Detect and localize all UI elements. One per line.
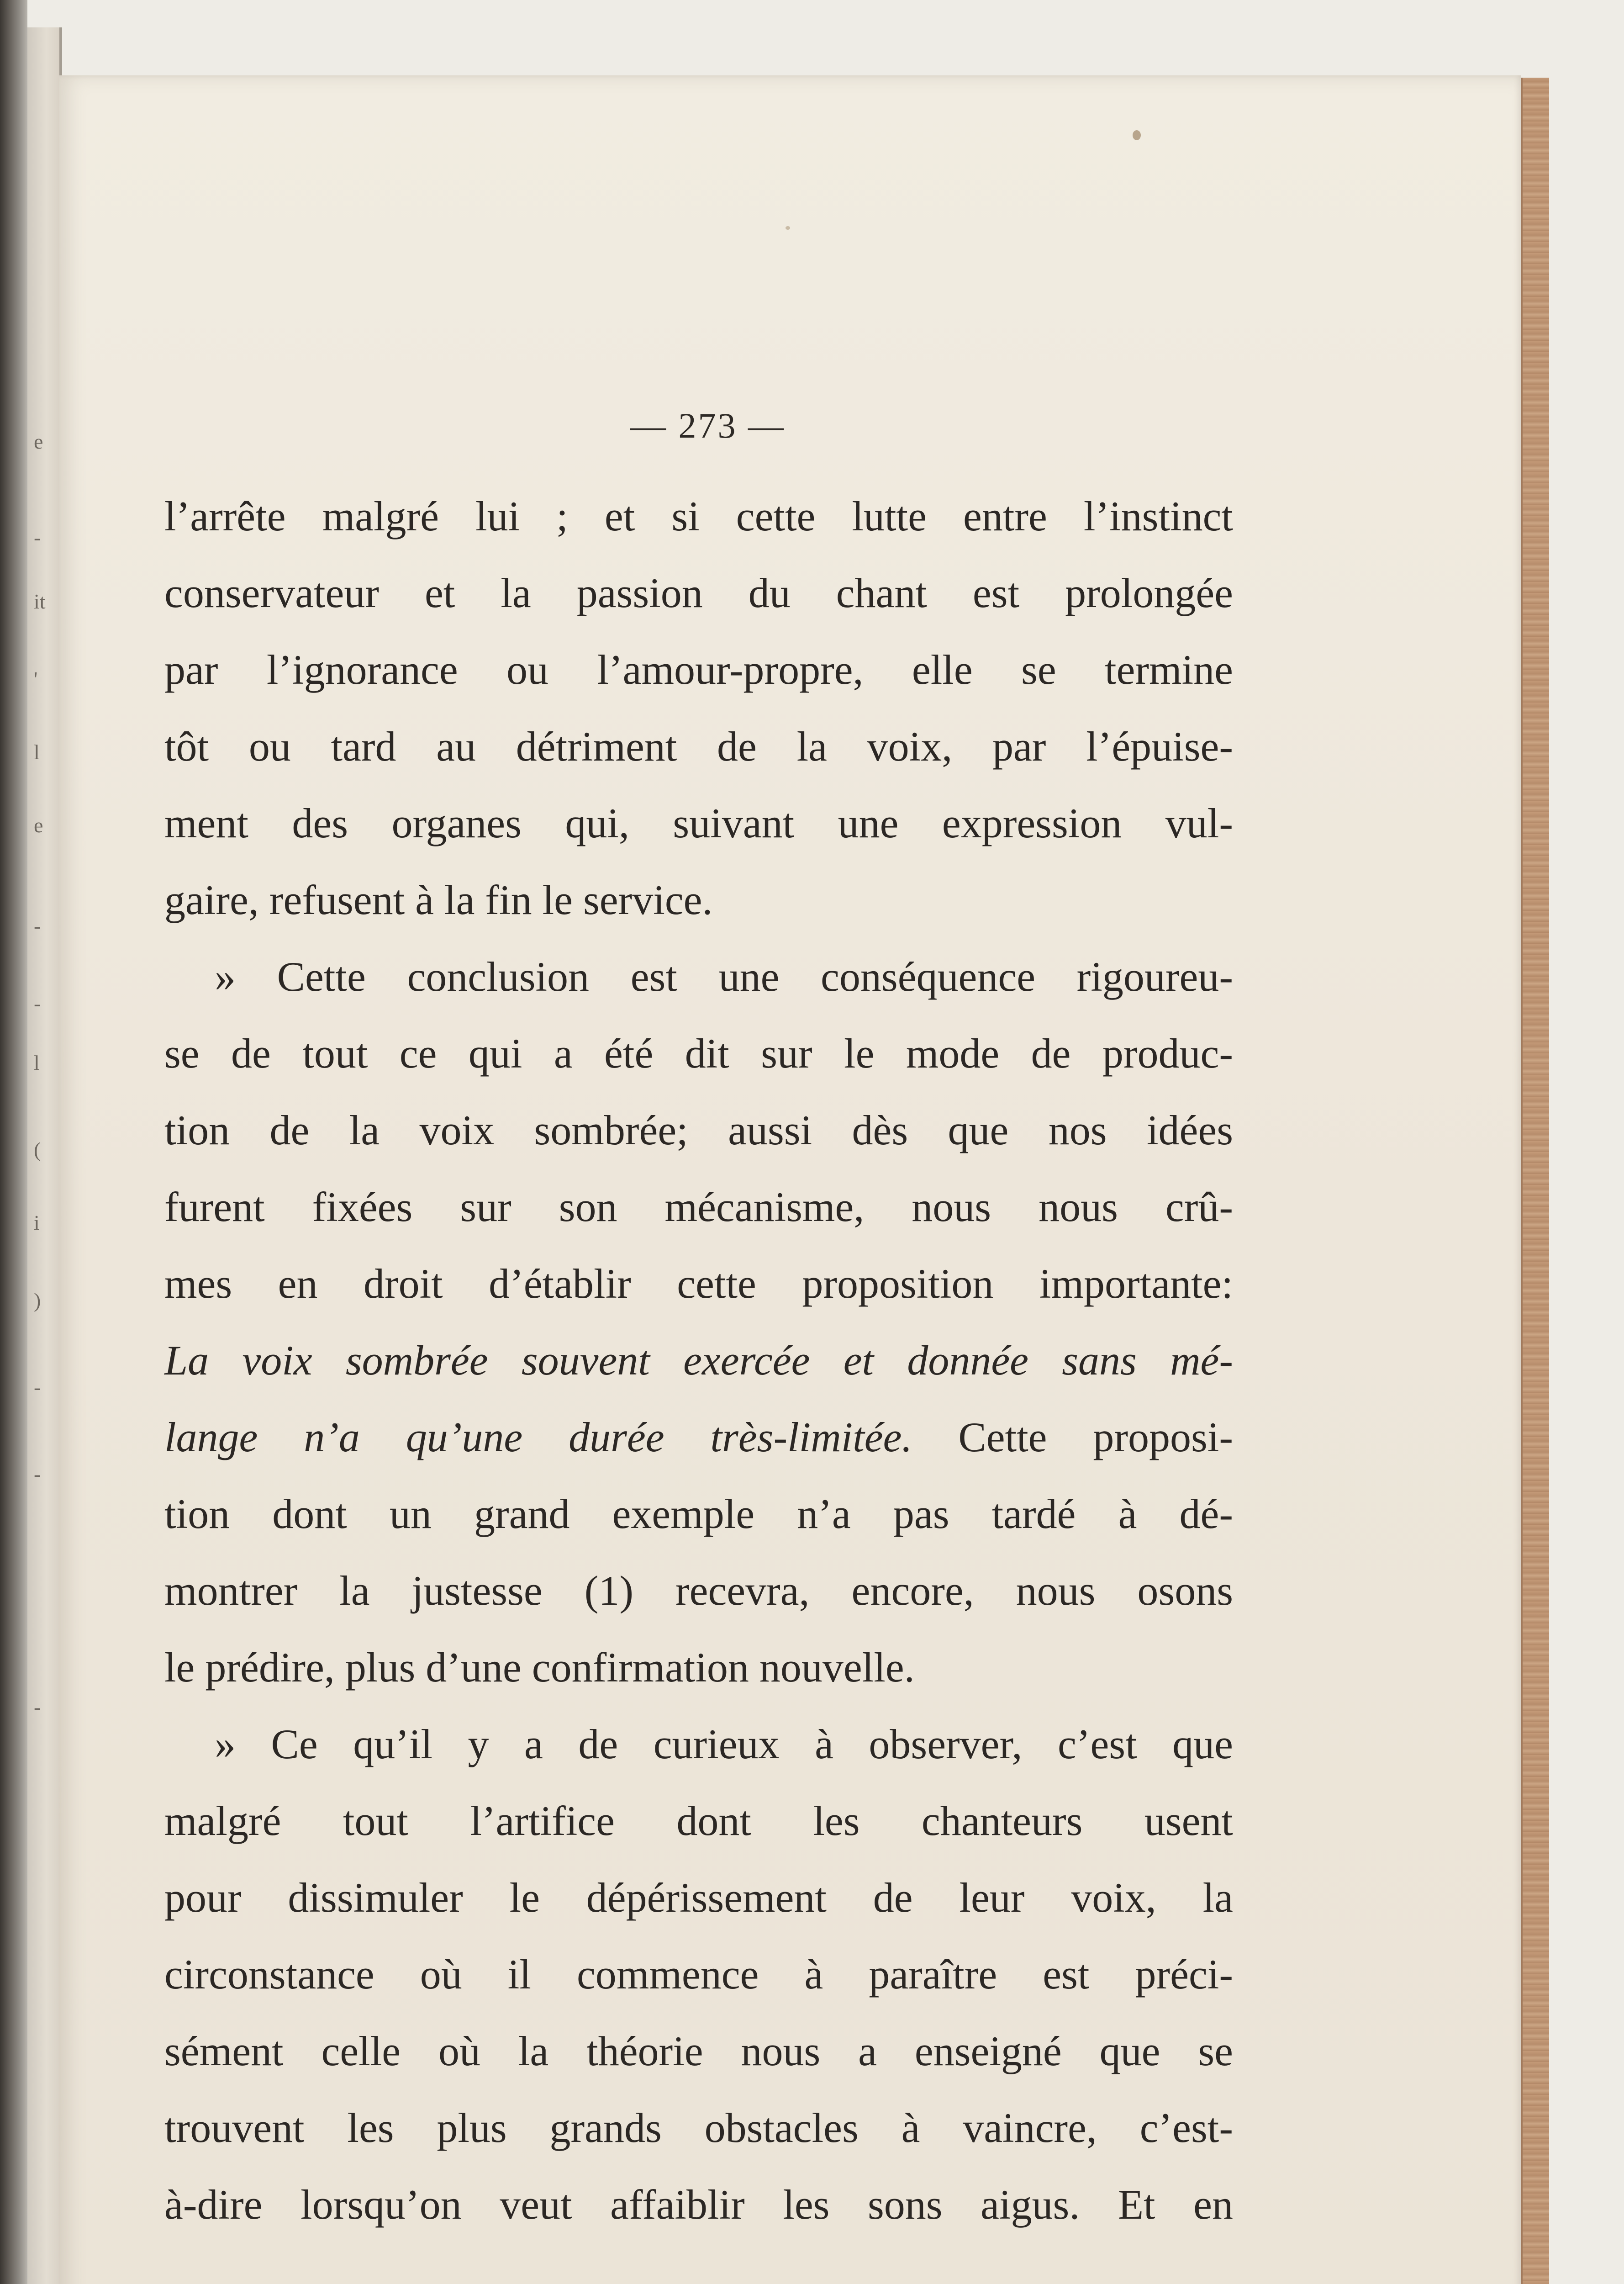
text-run: pour dissimuler le dépérissement de leur voix, la xyxy=(164,1874,1233,1921)
text-run: se de tout ce qui a été dit sur le mode de produc- xyxy=(164,1030,1233,1077)
margin-fragment: i xyxy=(34,1211,40,1234)
text-line xyxy=(164,2103,1233,2153)
margin-fragment: - xyxy=(34,1375,41,1399)
margin-fragment: ) xyxy=(34,1289,41,1312)
text-line xyxy=(164,875,1233,925)
text-run: à-dire lorsqu’on veut affaiblir les sons aigus. Et en xyxy=(164,2181,1233,2228)
italic-phrase: lange n’a qu’une durée très-limitée. xyxy=(164,1414,912,1460)
text-line xyxy=(164,1489,1233,1539)
margin-fragment: - xyxy=(34,914,41,937)
text-line xyxy=(164,1565,1233,1616)
margin-fragment: e xyxy=(34,814,43,837)
margin-fragment: ( xyxy=(34,1138,41,1161)
text-line xyxy=(164,645,1233,695)
text-run: ment des organes qui, suivant une expression vul- xyxy=(164,800,1233,846)
margin-fragment: ' xyxy=(34,667,38,691)
page-block-edge xyxy=(1521,78,1549,2284)
text-run: mes en droit d’établir cette proposition importante: xyxy=(164,1260,1233,1307)
text-run: » Cette conclusion est une conséquence rigoureu- xyxy=(215,953,1233,1000)
text-run: le prédire, plus d’une confirmation nouvelle. xyxy=(164,1644,915,1691)
text-line xyxy=(164,1642,1233,1692)
text-line xyxy=(164,491,1233,541)
text-line xyxy=(164,1335,1233,1385)
page-number: — 273 — xyxy=(630,406,786,445)
previous-page-edge xyxy=(27,27,62,2284)
text-line xyxy=(164,568,1233,618)
margin-fragment: - xyxy=(34,526,41,549)
text-run: conservateur et la passion du chant est prolongée xyxy=(164,570,1233,616)
text-run: tôt ou tard au détriment de la voix, par l’épuise- xyxy=(164,723,1233,770)
margin-fragment: - xyxy=(34,1462,41,1486)
text-line xyxy=(164,1719,1233,1769)
italic-phrase: La voix sombrée souvent exercée et donnée sans mé- xyxy=(164,1337,1233,1384)
text-run: trouvent les plus grands obstacles à vaincre, c’est- xyxy=(164,2104,1233,2151)
text-run: l’arrête malgré lui ; et si cette lutte entre l’instinct xyxy=(164,493,1233,539)
text-run: » Ce qu’il y a de curieux à observer, c’est que xyxy=(215,1721,1233,1767)
margin-fragment: it xyxy=(34,590,46,613)
paper-speck xyxy=(1133,130,1141,140)
text-line xyxy=(164,721,1233,772)
book-page xyxy=(59,75,1521,2284)
margin-fragment: l xyxy=(34,740,40,764)
text-run: par l’ignorance ou l’amour-propre, elle se termine xyxy=(164,646,1233,693)
text-run: sément celle où la théorie nous a enseigné que se xyxy=(164,2028,1233,2074)
text-run: malgré tout l’artifice dont les chanteurs usent xyxy=(164,1798,1233,1844)
book-binding xyxy=(0,0,27,2284)
text-line xyxy=(164,2026,1233,2076)
text-run: montrer la justesse (1) recevra, encore, nous osons xyxy=(164,1567,1233,1614)
text-line xyxy=(164,1258,1233,1309)
text-run: gaire, refusent à la fin le service. xyxy=(164,877,713,923)
margin-fragment: l xyxy=(34,1051,40,1074)
margin-fragment: - xyxy=(34,992,41,1015)
text-run: tion de la voix sombrée; aussi dès que nos idées xyxy=(164,1107,1233,1153)
text-line xyxy=(164,1105,1233,1155)
text-line xyxy=(164,1182,1233,1232)
text-line xyxy=(164,1872,1233,1923)
text-line xyxy=(164,2179,1233,2230)
text-line xyxy=(164,1796,1233,1846)
text-run: circonstance où il commence à paraître est préci- xyxy=(164,1951,1233,1998)
margin-fragment: e xyxy=(34,430,43,453)
paper-speck xyxy=(786,226,790,230)
text-line xyxy=(164,1949,1233,1999)
margin-fragment: - xyxy=(34,1695,41,1718)
text-line xyxy=(164,952,1233,1002)
text-line xyxy=(164,798,1233,848)
text-run: furent fixées sur son mécanisme, nous nous crû- xyxy=(164,1184,1233,1230)
text-run: tion dont un grand exemple n’a pas tardé à dé- xyxy=(164,1491,1233,1537)
text-line xyxy=(164,1412,1233,1462)
text-line xyxy=(164,1028,1233,1079)
text-run: Cette proposi- xyxy=(912,1414,1233,1460)
